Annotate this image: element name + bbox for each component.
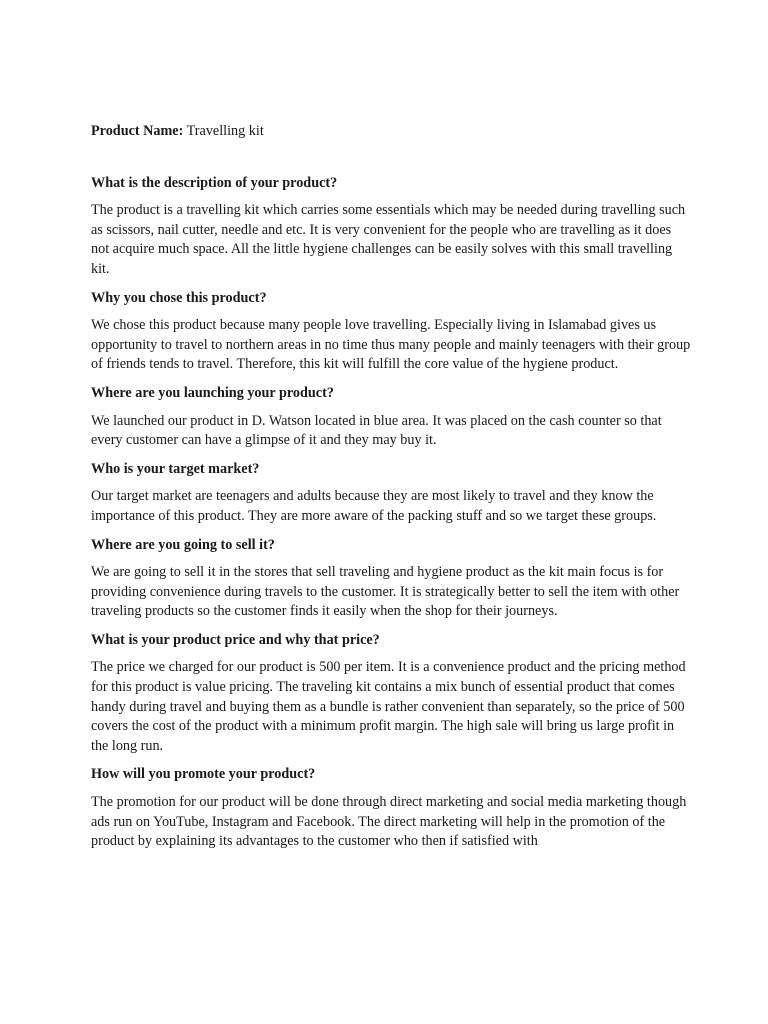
- answer-paragraph: The promotion for our product will be done through direct marketing and social media marketing though ads run on YouTube, Instagram and Facebook. The direct marketing will help in the promotion of the product by explaining its advantages to the customer who then if satisfied with: [91, 794, 687, 850]
- question-heading: What is the description of your product?: [91, 174, 338, 191]
- section-target-market: [91, 460, 691, 527]
- section-price: [91, 631, 691, 757]
- answer-paragraph: We are going to sell it in the stores that sell traveling and hygiene product as the kit main focus is for providing convenience during travels to the customer. It is strategically better to sell the item with other traveling products so the customer finds it easily when the shop for their journeys.: [91, 564, 680, 620]
- question-heading: How will you promote your product?: [91, 766, 316, 783]
- question-heading: What is your product price and why that price?: [91, 631, 380, 648]
- product-name-label: Product Name:: [91, 123, 184, 139]
- product-name-line: [91, 122, 691, 142]
- answer-paragraph: The product is a travelling kit which carries some essentials which may be needed during travelling such as scissors, nail cutter, needle and etc. It is very convenient for the people who are travelling as it does not acquire much space. All the little hygiene challenges can be easily solves with this small travelling kit.: [91, 202, 686, 277]
- section-launch: [91, 384, 691, 451]
- answer-paragraph: We launched our product in D. Watson located in blue area. It was placed on the cash counter so that every customer can have a glimpse of it and they may buy it.: [91, 412, 662, 449]
- section-description: [91, 174, 691, 280]
- answer-paragraph: The price we charged for our product is 500 per item. It is a convenience product and the pricing method for this product is value pricing. The traveling kit contains a mix bunch of essential product that comes handy during travel and buying them as a bundle is rather convenient than separately, so the price of 500 covers the cost of the product with a minimum profit margin. The high sale will bring us large profit in the long run.: [91, 659, 686, 754]
- question-heading: Why you chose this product?: [91, 289, 267, 306]
- question-heading: Where are you going to sell it?: [91, 536, 275, 553]
- answer-paragraph: Our target market are teenagers and adults because they are most likely to travel and they know the importance of this product. They are more aware of the packing stuff and so we target these groups.: [91, 488, 657, 524]
- question-heading: Who is your target market?: [91, 460, 260, 477]
- document-page: [91, 122, 691, 861]
- section-promotion: [91, 765, 691, 851]
- section-why-chosen: [91, 289, 691, 375]
- section-where-sell: [91, 536, 691, 622]
- product-name-value: Travelling kit: [186, 123, 264, 139]
- answer-paragraph: We chose this product because many people love travelling. Especially living in Islamabad gives us opportunity to travel to northern areas in no time thus many people and mainly teenagers with their group of friends tends to travel. Therefore, this kit will fulfill the core value of the hygiene product.: [91, 317, 691, 373]
- question-heading: Where are you launching your product?: [91, 384, 334, 401]
